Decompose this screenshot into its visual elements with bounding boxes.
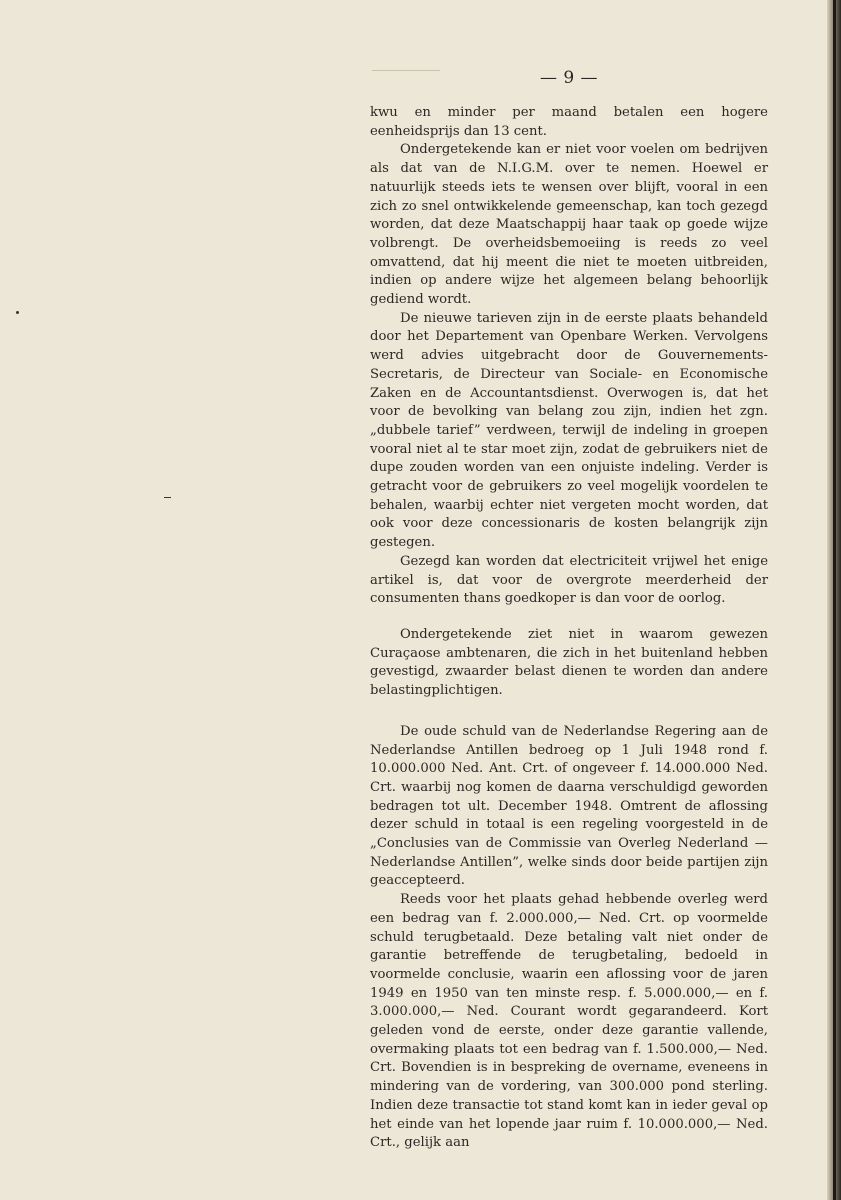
- body-text: [370, 104, 768, 1153]
- paragraph: Ondergetekende kan er niet voor voelen om bedrijven als dat van de N.I.G.M. over te nemen. Hoewel er natuurlijk steeds iets te wensen over blijft, vooral in een zich zo snel ontwikkelende gemeenschap, kan toch gezegd worden, dat deze Maatschappij haar taak op goede wijze volbrengt. De overheidsbemoeiing is reeds zo veel omvattend, dat hij meent die niet te moeten uitbreiden, indien op andere wijze het algemeen belang behoorlijk gediend wordt.: [370, 142, 768, 308]
- header-rule: [372, 70, 440, 71]
- paragraph-gap: [370, 701, 768, 723]
- margin-mark: [164, 497, 171, 498]
- page-edge-strip: [833, 0, 836, 1200]
- margin-mark: [16, 311, 19, 314]
- paragraph: De oude schuld van de Nederlandse Regering aan de Nederlandse Antillen bedroeg op 1 Juli 1948 rond f. 10.000.000 Ned. Ant. Crt. of ongeveer f. 14.000.000 Ned. Crt. waarbij nog komen de daarna verschuldigd geworden bedragen tot ult. December 1948. Omtrent de aflossing dezer schuld in totaal is een regeling voorgesteld in de „Conclusies van de Commissie van Overleg Nederland — Nederlandse Antillen”, welke sinds door beide partijen zijn geaccepteerd.: [370, 723, 768, 889]
- paragraph: kwu en minder per maand betalen een hogere eenheidsprijs dan 13 cent.: [370, 105, 768, 139]
- paragraph-gap: [370, 609, 768, 626]
- paragraph: De nieuwe tarieven zijn in de eerste plaats behandeld door het Departement van Openbare Werken. Vervolgens werd advies uitgebracht door de Gouvernements-Secretaris, de Directeur van Sociale- en Economische Zaken en de Accountantsdienst. Overwogen is, dat het voor de bevolking van belang zou zijn, indien het zgn. „dubbele tarief” verdween, terwijl de indeling in groepen vooral niet al te star moet zijn, zodat de gebruikers niet de dupe zouden worden van een onjuiste indeling. Verder is getracht voor de gebruikers zo veel mogelijk voordelen te behalen, waarbij echter niet vergeten mocht worden, dat ook voor deze concessionaris de kosten belangrijk zijn gestegen.: [370, 310, 768, 551]
- paragraph: Gezegd kan worden dat electriciteit vrijwel het enige artikel is, dat voor de overgrote meerderheid der consumenten thans goedkoper is dan voor de oorlog.: [370, 553, 768, 607]
- page-number: — 9 —: [539, 68, 599, 88]
- paragraph: Reeds voor het plaats gehad hebbende overleg werd een bedrag van f. 2.000.000,— Ned. Crt. op voormelde schuld terugbetaald. Deze betaling valt niet onder de garantie betreffende de terugbetaling, bedoeld in voormelde conclusie, waarin een aflossing voor de jaren 1949 en 1950 van ten minste resp. f. 5.000.000,— en f. 3.000.000,— Ned. Courant wordt gegarandeerd. Kort geleden vond de eerste, onder deze garantie vallende, overmaking plaats tot een bedrag van f. 1.500.000,— Ned. Crt. Bovendien is in bespreking de overname, eveneens in mindering van de vordering, van 300.000 pond sterling. Indien deze transactie tot stand komt kan in ieder geval op het einde van het lopende jaar ruim f. 10.000.000,— Ned. Crt., gelijk aan: [370, 892, 768, 1151]
- paragraph: Ondergetekende ziet niet in waarom gewezen Curaçaose ambtenaren, die zich in het buitenland hebben gevestigd, zwaarder belast dienen te worden dan andere belastingplichtigen.: [370, 626, 768, 699]
